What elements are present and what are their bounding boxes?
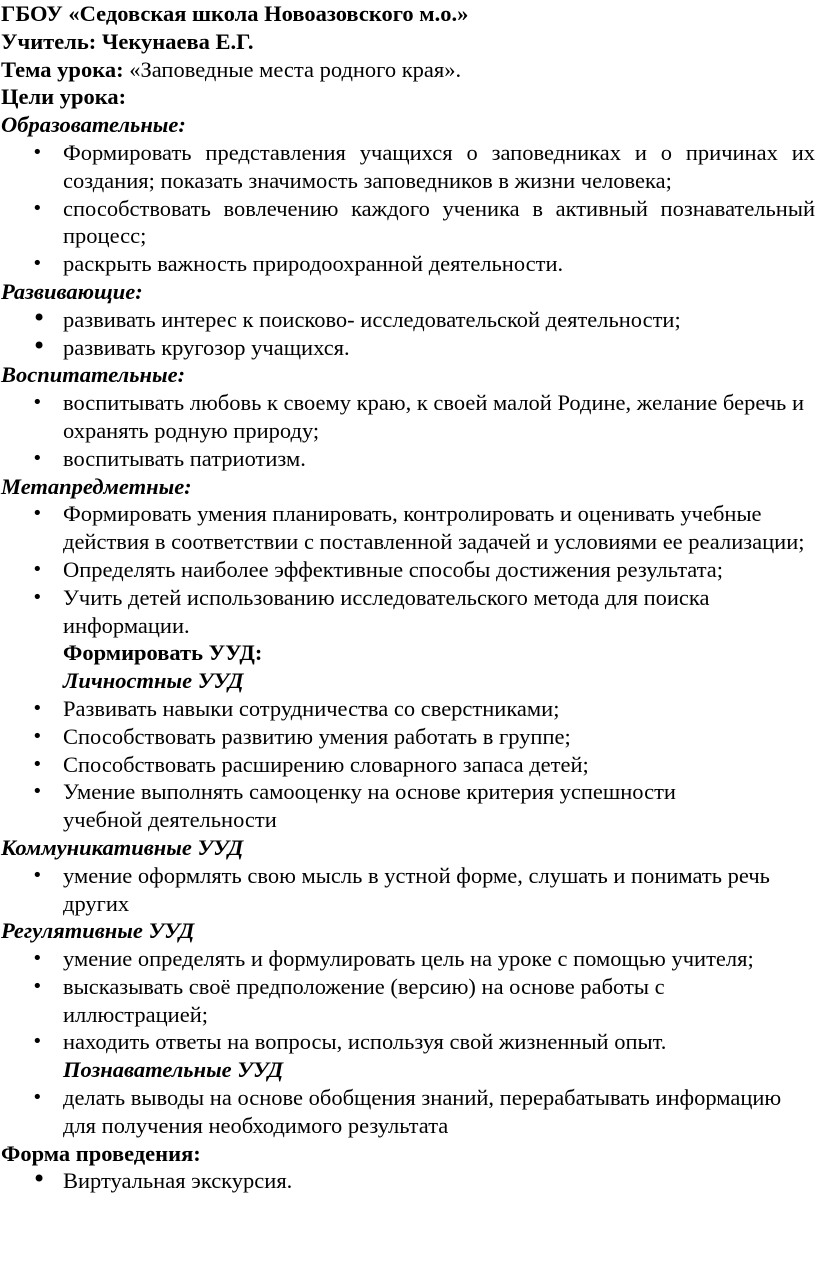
lesson-topic — [1, 56, 816, 84]
list-item: • развивать кругозор учащихся. — [63, 334, 815, 362]
list-item: • Учить детей использованию исследовательского метода для поиска информации. — [63, 584, 815, 640]
upbringing-heading: Воспитательные: — [1, 362, 186, 388]
teacher-name: Учитель: Чекунаева Е.Г. — [1, 28, 254, 54]
list-item: • высказывать своё предположение (версию) на основе работы с иллюстрацией; — [63, 973, 815, 1029]
list-item: • Формировать представления учащихся о заповедниках и о причинах их создания; показать значимость заповедников в жизни человека; — [63, 139, 815, 195]
list-item: • способствовать вовлечению каждого ученика в активный познавательный процесс; — [63, 195, 815, 251]
list-item: • Способствовать развитию умения работать в группе; — [63, 723, 815, 751]
metasubject-list — [1, 500, 816, 639]
list-item: • Виртуальная экскурсия. — [63, 1167, 815, 1195]
form-heading: Форма проведения: — [1, 1140, 201, 1166]
list-item: • находить ответы на вопросы, используя свой жизненный опыт. — [63, 1028, 815, 1056]
list-item: • Развивать навыки сотрудничества со сверстниками; — [63, 695, 815, 723]
form-list — [1, 1167, 816, 1195]
personal-uud-list — [1, 695, 816, 834]
list-item: • Определять наиболее эффективные способы достижения результата; — [63, 556, 815, 584]
list-item: • умение оформлять свою мысль в устной форме, слушать и понимать речь других — [63, 862, 815, 918]
list-item: • воспитывать патриотизм. — [63, 445, 815, 473]
list-item: • Способствовать расширению словарного запаса детей; — [63, 751, 815, 779]
communicative-uud-list — [1, 862, 816, 918]
list-item: • воспитывать любовь к своему краю, к своей малой Родине, желание беречь и охранять родную природу; — [63, 389, 815, 445]
topic-value: «Заповедные места родного края». — [123, 56, 462, 82]
goals-heading: Цели урока: — [1, 84, 127, 110]
developing-heading: Развивающие: — [1, 278, 143, 304]
educational-list — [1, 139, 816, 278]
topic-label: Тема урока: — [1, 56, 124, 82]
list-item: • умение определять и формулировать цель на уроке с помощью учителя; — [63, 945, 815, 973]
list-item: • Умение выполнять самооценку на основе критерия успешности учебной деятельности — [63, 778, 815, 834]
cognitive-uud-list — [1, 1084, 816, 1140]
list-item: • развивать интерес к поисково- исследовательской деятельности; — [63, 306, 815, 334]
list-item: • делать выводы на основе обобщения знаний, перерабатывать информацию для получения необходимого результата — [63, 1084, 815, 1140]
uud-heading: Формировать УУД: — [63, 640, 263, 666]
communicative-uud-heading: Коммуникативные УУД — [1, 834, 244, 860]
upbringing-list — [1, 389, 816, 472]
metasubject-heading: Метапредметные: — [1, 473, 192, 499]
list-item: • Формировать умения планировать, контролировать и оценивать учебные действия в соответствии с поставленной задачей и условиями ее реализации; — [63, 500, 815, 556]
regulative-uud-heading: Регулятивные УУД — [1, 918, 195, 944]
developing-list — [1, 306, 816, 362]
list-item: • раскрыть важность природоохранной деятельности. — [63, 250, 815, 278]
regulative-uud-list — [1, 945, 816, 1056]
personal-uud-heading: Личностные УУД — [63, 668, 244, 694]
school-name: ГБОУ «Седовская школа Новоазовского м.о.» — [1, 1, 469, 26]
educational-heading: Образовательные: — [1, 112, 186, 138]
cognitive-uud-heading: Познавательные УУД — [63, 1057, 284, 1083]
